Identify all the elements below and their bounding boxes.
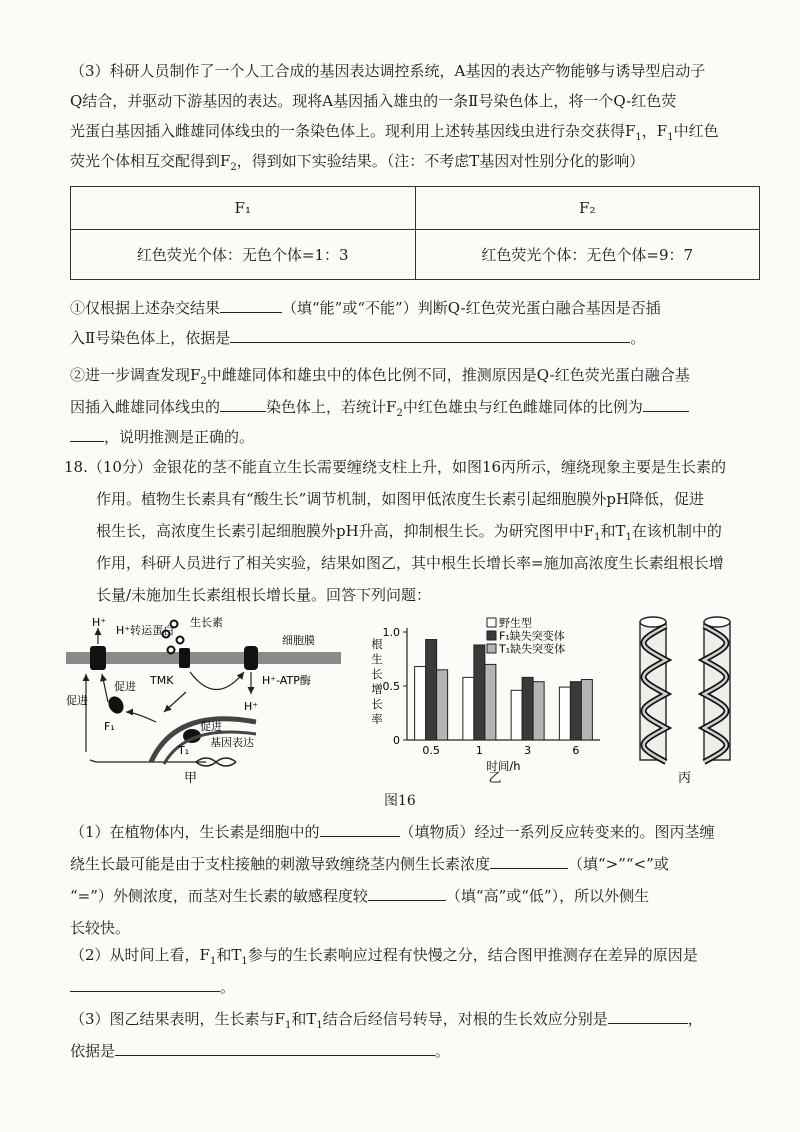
- table-cell-f1-ratio: 红色荧光个体：无色个体=1：3: [71, 230, 416, 280]
- label-t1: T₁: [178, 744, 190, 757]
- answer-blank[interactable]: [230, 324, 630, 343]
- label-h-plus-bottom: H⁺: [244, 700, 259, 713]
- legend-swatch: [487, 631, 496, 640]
- y-axis-label-char: 增: [371, 682, 383, 696]
- table-header-f2: F₂: [415, 187, 760, 230]
- answer-blank[interactable]: [320, 818, 400, 837]
- answer-blank[interactable]: [608, 1005, 688, 1024]
- q18-sub3-line2: 依据是 。: [70, 1036, 760, 1066]
- answer-blank[interactable]: [70, 973, 220, 992]
- answer-blank[interactable]: [368, 882, 446, 901]
- q18-sub1-line3: “=”）外侧浓度，而茎对生长素的敏感程度较 （填“高”或“低”），所以外侧生: [70, 881, 760, 911]
- panel-label-yi: 乙: [488, 771, 502, 786]
- q17-item2-line2: 因插入雌雄同体线虫的 染色体上，若统计$F_2$中红色雄虫与红色雌雄同体的比例为: [70, 392, 760, 429]
- figure-yi-bar-chart: [365, 612, 620, 787]
- cell-membrane: [66, 652, 341, 664]
- bar-f1-mutant: [474, 645, 485, 740]
- q18-sub1-line4: 长较快。: [70, 919, 131, 937]
- label-tmk: TMK: [150, 674, 174, 687]
- label-atpase: H⁺-ATP酶: [262, 674, 311, 687]
- table-cell-f2-ratio: 红色荧光个体：无色个体=9：7: [415, 230, 760, 280]
- q17-item2-line1: ②进一步调查发现$F_2$中雌雄同体和雄虫中的体色比例不同，推测原因是Q-红色荧光蛋白融合基: [70, 366, 690, 387]
- q18-stem-line4: 作用，科研人员进行了相关实验，结果如图乙，其中根生长增长率=施加高浓度生长素组根长增: [96, 554, 724, 572]
- x-tick-label: 6: [572, 744, 580, 757]
- bar-f1-mutant: [522, 677, 533, 740]
- y-axis-label-char: 根: [371, 637, 383, 651]
- label-gene-expression: 基因表达: [210, 736, 254, 749]
- bar-t1-mutant: [437, 670, 448, 740]
- bar-f1-mutant: [570, 682, 581, 740]
- q18-stem-line5: 长量/未施加生长素组根长增长量。回答下列问题：: [96, 586, 432, 604]
- y-tick-label: 0: [393, 734, 400, 747]
- legend-swatch: [487, 618, 496, 627]
- y-axis-label-char: 生: [371, 652, 383, 666]
- y-axis-label-char: 长: [371, 697, 383, 711]
- legend-swatch: [487, 644, 496, 653]
- q18-stem-line3: 根生长，高浓度生长素引起细胞膜外pH升高，抑制根生长。为研究图甲中$F_1$和$T_1$在该机制中的: [96, 522, 722, 543]
- bar-wild-type: [559, 687, 570, 740]
- answer-blank[interactable]: [643, 393, 689, 412]
- q18-stem-line1: 18.（10分）金银花的茎不能直立生长需要缠绕支柱上升，如图16丙所示，缠绕现象主要是生长素的: [64, 458, 727, 476]
- q17-intro-line4: 荧光个体相互交配得到$F_2$，得到如下实验结果。（注：不考虑T基因对性别分化的影响）: [70, 152, 645, 173]
- table-header-f1: F₁: [71, 187, 416, 230]
- bar-f1-mutant: [426, 640, 437, 740]
- bar-wild-type: [511, 690, 522, 740]
- panel-label-jia: 甲: [184, 771, 198, 786]
- answer-blank[interactable]: [220, 294, 282, 313]
- q17-intro-line1: （3）科研人员制作了一个人工合成的基因表达调控系统，A基因的表达产物能够与诱导型启动子: [70, 62, 706, 80]
- f1-protein: [105, 694, 126, 717]
- x-tick-label: 0.5: [422, 744, 440, 757]
- auxin-molecule: [177, 637, 184, 644]
- q18-sub3-line1: （3）图乙结果表明，生长素与$F_1$和$T_1$结合后经信号转导，对根的生长效应分别是 ，: [70, 1004, 760, 1041]
- h-transporter-protein: [90, 646, 106, 670]
- q18-sub1-line2: 绕生长最可能是由于支柱接触的刺激导致缠绕茎内侧生长素浓度 （填“>”“<”或: [70, 849, 760, 879]
- q17-intro-line2: Q结合，并驱动下游基因的表达。现将A基因插入雄虫的一条Ⅱ号染色体上，将一个Q-红色荧: [70, 92, 677, 110]
- label-f1: F₁: [104, 720, 115, 733]
- label-h-plus-top: H⁺: [92, 616, 107, 629]
- tmk-receptor: [179, 648, 190, 668]
- figure-bing-twining-stems: [626, 612, 746, 787]
- q18-sub2-line2: 。: [70, 972, 760, 1002]
- answer-blank[interactable]: [115, 1037, 435, 1056]
- q18-stem-line2: 作用。植物生长素具有“酸生长”调节机制，如图甲低浓度生长素引起细胞膜外pH降低，促进: [96, 490, 705, 508]
- y-axis-label-char: 长: [371, 667, 383, 681]
- bar-wild-type: [463, 677, 474, 740]
- q17-intro-line3: 光蛋白基因插入雌雄同体线虫的一条染色体上。现利用上述转基因线虫进行杂交获得$F_1$，$F_1$中红色: [70, 122, 719, 143]
- figure-caption: 图16: [384, 793, 416, 809]
- label-promote-t1: 促进: [200, 720, 222, 733]
- bar-t1-mutant: [581, 680, 592, 740]
- label-membrane: 细胞膜: [282, 634, 315, 647]
- bar-t1-mutant: [533, 682, 544, 740]
- q18-sub2-line1: （2）从时间上看，$F_1$和$T_1$参与的生长素响应过程有快慢之分，结合图甲推测存在差异的原因是: [70, 946, 698, 967]
- bar-t1-mutant: [485, 664, 496, 740]
- y-tick-label: 1.0: [382, 626, 400, 639]
- answer-blank[interactable]: [490, 850, 568, 869]
- label-promote-left: 促进: [66, 694, 88, 707]
- x-tick-label: 3: [524, 744, 532, 757]
- answer-blank[interactable]: [70, 423, 104, 442]
- legend-label: F₁缺失突变体: [499, 629, 565, 643]
- label-auxin: 生长素: [190, 616, 223, 629]
- label-promote-f1: 促进: [114, 680, 136, 693]
- bar-wild-type: [415, 667, 426, 740]
- q18-sub1-line1: （1）在植物体内，生长素是细胞中的 （填物质）经过一系列反应转变来的。图丙茎缠: [70, 817, 760, 847]
- answer-blank[interactable]: [220, 393, 266, 412]
- q17-item2-line3: ，说明推测是正确的。: [70, 422, 760, 452]
- label-transporter: H⁺转运蛋白: [116, 624, 175, 637]
- atpase-pump: [244, 646, 258, 670]
- panel-label-bing: 丙: [678, 771, 692, 786]
- legend-label: T₁缺失突变体: [499, 642, 566, 656]
- x-tick-label: 1: [475, 744, 483, 757]
- y-tick-label: 0.5: [382, 680, 400, 693]
- figure-jia-diagram: [56, 612, 346, 787]
- x-axis-label: 时间/h: [486, 759, 521, 773]
- q17-item1-line2: 入Ⅱ号染色体上，依据是 。: [70, 323, 760, 353]
- results-table: [70, 186, 760, 280]
- y-axis-label-char: 率: [371, 712, 383, 726]
- q17-item1-line1: ①仅根据上述杂交结果 （填“能”或“不能”）判断Q-红色荧光蛋白融合基因是否插: [70, 293, 760, 323]
- legend-label: 野生型: [499, 616, 532, 630]
